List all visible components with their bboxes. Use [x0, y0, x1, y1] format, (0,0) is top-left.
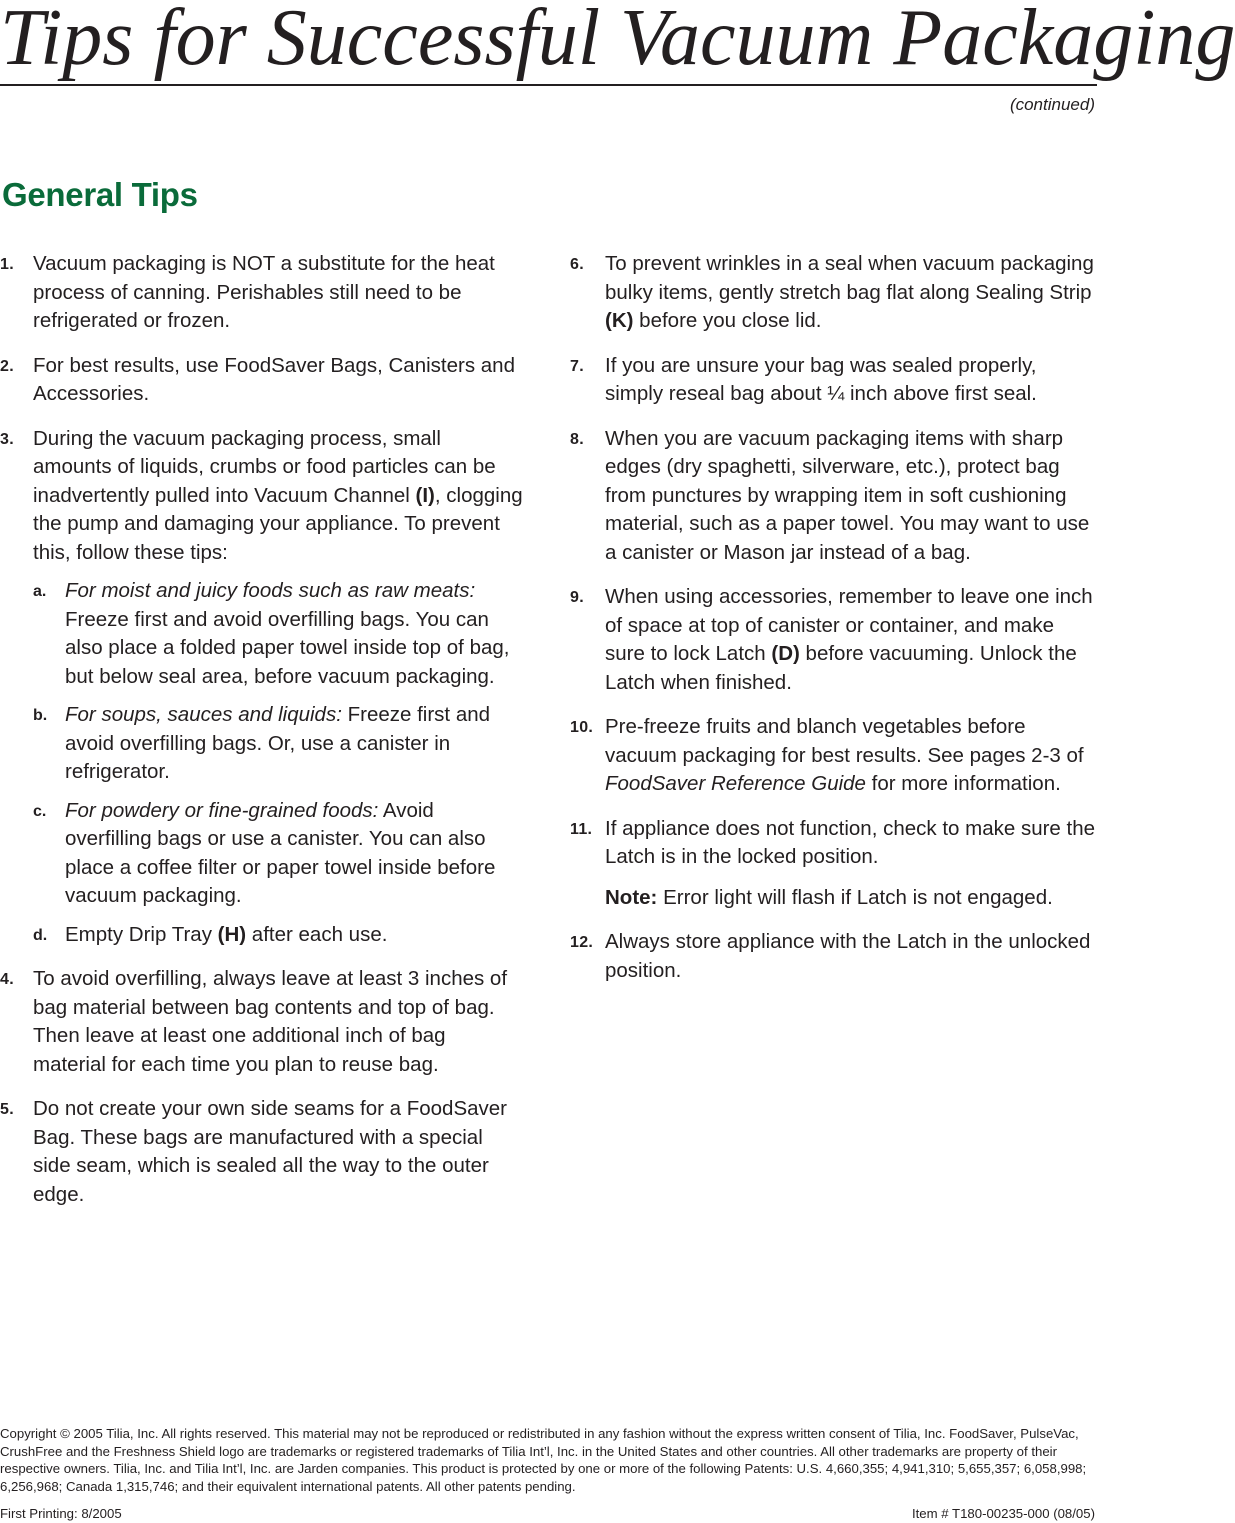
tip-number: 6. [570, 256, 584, 273]
title-rule [0, 84, 1097, 86]
sub-tip-b [33, 701, 524, 787]
tip-item-7 [570, 352, 1097, 409]
footer-bottom [0, 1505, 1097, 1522]
part-reference: (H) [217, 922, 247, 946]
tip-number: 1. [0, 256, 14, 273]
sub-tip-a [33, 577, 524, 691]
tip-item-10 [570, 713, 1097, 799]
tip-text: If you are unsure your bag was sealed properly, simply reseal bag about ¼ inch above first seal. [605, 353, 1037, 405]
tip-number: 8. [570, 430, 584, 448]
left-column [0, 250, 524, 1225]
printing-date: First Printing: 8/2005 [0, 1506, 122, 1521]
tip-text: before you close lid. [633, 309, 822, 332]
section-heading: General Tips [2, 176, 198, 213]
sub-tip-letter: b. [33, 707, 48, 724]
tip-number: 5. [0, 1101, 14, 1118]
tip-number: 2. [0, 357, 14, 375]
tip-text: for more information. [865, 772, 1061, 795]
tip-item-3 [0, 425, 524, 950]
sub-tip-c [33, 797, 524, 911]
tip-text: Do not create your own side seams for a FoodSaver Bag. These bags are manufactured with a special side seam, which is sealed all the way to the outer edge. [33, 1097, 508, 1206]
footer-copyright: Copyright © 2005 Tilia, Inc. All rights reserved. This material may not be reproduced or redistributed in any fashion without the express written consent of Tilia, Inc. FoodSaver, PulseVac, CrushFree and the Freshness Shield logo are trademarks or registered trademarks of Tilia Int’l, Inc. in the United States and other countries. All other trademarks are property of their respective owners. Tilia, Inc. and Tilia Int’l, Inc. are Jarden companies. This product is protected by one or more of the following Patents: U.S. 4,660,355; 4,941,310; 5,655,357; 6,058,998; 6,256,968; Canada 1,315,746; and their equivalent international patents. All other patents pending. [0, 1426, 1087, 1494]
tip-text: Vacuum packaging is NOT a substitute for the heat process of canning. Perishables still need to be refrigerated or frozen. [33, 252, 495, 332]
tip-number: 3. [0, 430, 14, 448]
tip-text: If appliance does not function, check to make sure the Latch is in the locked position. [605, 816, 1096, 868]
part-reference: (D) [771, 642, 800, 665]
tip-item-12 [570, 928, 1097, 985]
tip-text: before vacuuming. Unlock the Latch when finished. [605, 642, 1077, 694]
tip-item-8 [570, 425, 1097, 568]
note-text: Error light will flash if Latch is not engaged. [657, 885, 1053, 909]
tip-text: During the vacuum packaging process, small amounts of liquids, crumbs or food particles can be inadvertently pulled into Vacuum Channel [33, 426, 496, 507]
sub-tip-letter: d. [33, 926, 48, 944]
part-reference: (I) [415, 483, 435, 507]
continued-label: (continued) [1009, 95, 1095, 114]
tip-text: Pre-freeze fruits and blanch vegetables before vacuum packaging for best results. See pages 2-3 of [605, 715, 1084, 767]
tip-item-2 [0, 352, 524, 409]
item-number: Item # T180-00235-000 (08/05) [911, 1506, 1095, 1521]
tip-text: To prevent wrinkles in a seal when vacuum packaging bulky items, gently stretch bag flat along Sealing Strip [605, 252, 1094, 304]
sub-tip-d [33, 921, 524, 950]
tip-item-1 [0, 250, 524, 336]
sub-tip-lead: For moist and juicy foods such as raw meats: [65, 579, 476, 602]
page-title: Tips for Successful Vacuum Packaging [0, 0, 1235, 82]
tip-text: When you are vacuum packaging items with sharp edges (dry spaghetti, silverware, etc.), protect bag from punctures by wrapping item in soft cushioning material, such as a paper towel. You may want to use a canister or Mason jar instead of a bag. [605, 426, 1090, 564]
tip-text: , clogging the pump and damaging your appliance. To prevent this, follow these tips: [33, 483, 523, 564]
note [605, 884, 1097, 913]
tip-number: 12. [570, 934, 594, 951]
tip-number: 11. [570, 820, 593, 838]
sub-tip-text: Empty Drip Tray [65, 922, 218, 946]
sub-tip-lead: For powdery or fine-grained foods: [65, 798, 379, 822]
right-column [570, 250, 1097, 1001]
tip-number: 10. [570, 719, 594, 736]
tip-text: To avoid overfilling, always leave at least 3 inches of bag material between bag contents and top of bag. Then leave at least one additional inch of bag material for each time you plan to reuse bag. [33, 967, 508, 1076]
tip-number: 7. [570, 357, 584, 375]
sub-tip-text: Freeze first and avoid overfilling bags. You can also place a folded paper towel inside top of bag, but below seal area, before vacuum packaging. [65, 607, 510, 688]
tip-item-5 [0, 1095, 524, 1209]
note-label: Note: [605, 885, 658, 909]
tip-number: 9. [570, 589, 584, 606]
sub-tip-text: after each use. [246, 922, 388, 946]
sub-tip-text: Freeze first and avoid overfilling bags. Or, use a canister in refrigerator. [65, 703, 491, 783]
tip-text: When using accessories, remember to leave one inch of space at top of canister or container, and make sure to lock Latch [605, 585, 1093, 665]
guide-title: FoodSaver Reference Guide [605, 772, 866, 795]
sub-tip-lead: For soups, sauces and liquids: [65, 703, 342, 726]
tip-text: For best results, use FoodSaver Bags, Canisters and Accessories. [33, 353, 515, 405]
tip-number: 4. [0, 971, 14, 988]
sub-tip-letter: a. [33, 583, 47, 600]
tip-item-6 [570, 250, 1097, 336]
tip-text: Always store appliance with the Latch in the unlocked position. [605, 930, 1091, 982]
part-reference: (K) [605, 309, 634, 332]
sub-tip-text: Avoid overfilling bags or use a canister. You can also place a coffee filter or paper towel inside before vacuum packaging. [65, 798, 496, 907]
tip-item-9 [570, 583, 1097, 697]
tip-item-11 [570, 815, 1097, 913]
tip-item-4 [0, 965, 524, 1079]
sub-tip-letter: c. [33, 802, 47, 820]
